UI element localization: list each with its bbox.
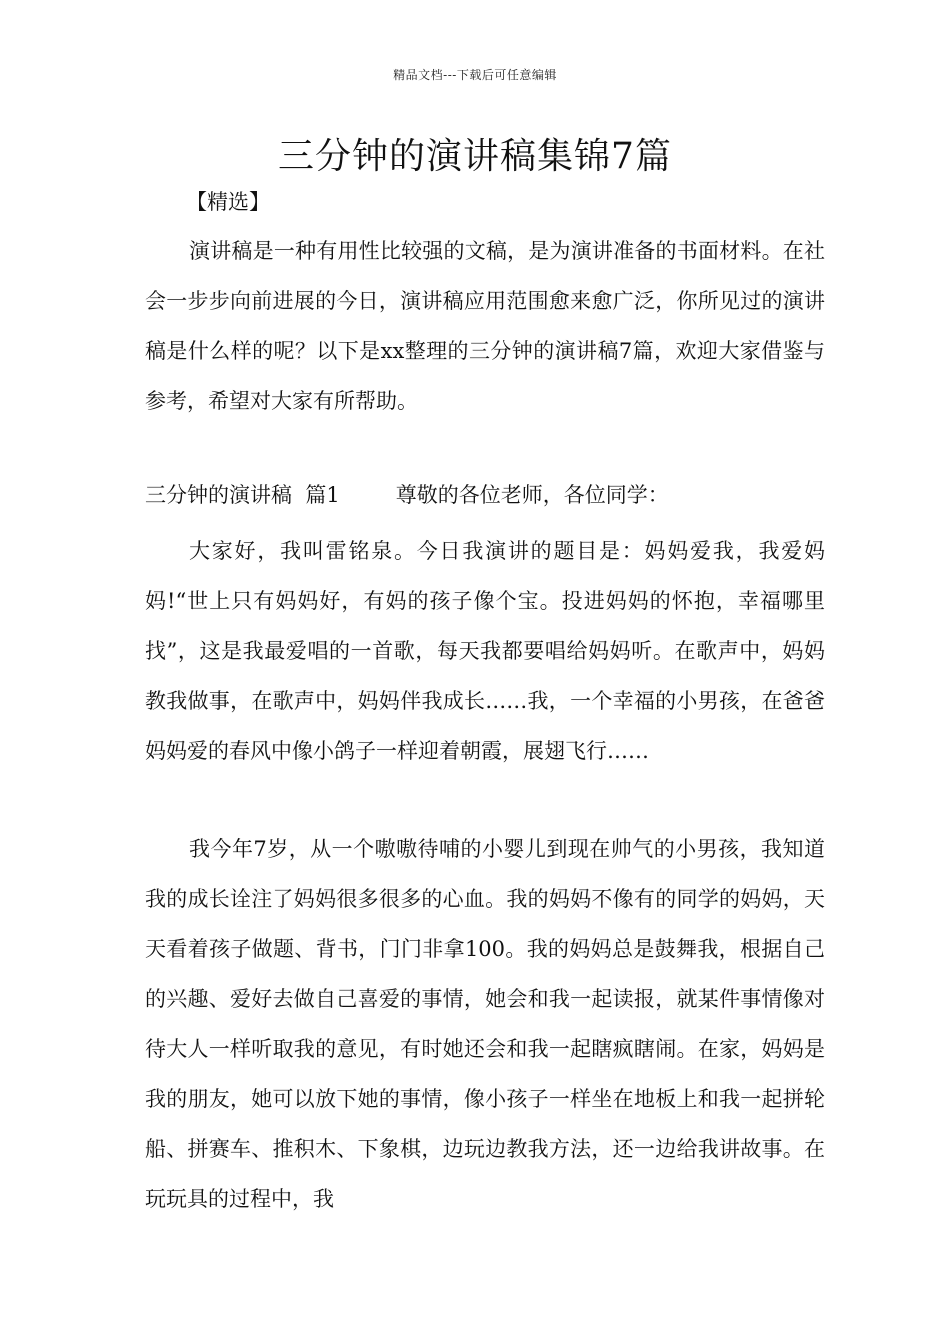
body-paragraph-2: 我今年7岁，从一个嗷嗷待哺的小婴儿到现在帅气的小男孩，我知道我的成长诠注了妈妈很多很多的心血。我的妈妈不像有的同学的妈妈，天天看着孩子做题、背书，门门非拿100。我的妈妈总是鼓舞我，根据自己的兴趣、爱好去做自己喜爱的事情，她会和我一起读报，就某件事情像对待大人一样听取我的意见，有时她还会和我一起瞎疯瞎闹。在家，妈妈是我的朋友，她可以放下她的事情，像小孩子一样坐在地板上和我一起拼轮船、拼赛车、推积木、下象棋，边玩边教我方法，还一边给我讲故事。在玩玩具的过程中，我 (145, 837, 825, 1211)
greeting: 尊敬的各位老师，各位同学： (395, 483, 669, 507)
selection-tag: 【精选】 (186, 190, 270, 214)
section-heading-line (145, 480, 825, 510)
body-paragraph-1: 大家好，我叫雷铭泉。今日我演讲的题目是：妈妈爱我，我爱妈妈!“世上只有妈妈好，有妈的孩子像个宝。投进妈妈的怀抱，幸福哪里找”，这是我最爱唱的一首歌，每天我都要唱给妈妈听。在歌声中，妈妈教我做事，在歌声中，妈妈伴我成长……我，一个幸福的小男孩，在爸爸妈妈爱的春风中像小鸽子一样迎着朝霞，展翅飞行…… (145, 539, 825, 763)
document-title: 三分钟的演讲稿集锦7篇 (278, 136, 672, 177)
section-heading: 三分钟的演讲稿 篇1 (145, 483, 340, 507)
header-note: 精品文档---下载后可任意编辑 (393, 68, 557, 82)
intro-paragraph: 演讲稿是一种有用性比较强的文稿，是为演讲准备的书面材料。在社会一步步向前进展的今日，演讲稿应用范围愈来愈广泛，你所见过的演讲稿是什么样的呢？以下是xx整理的三分钟的演讲稿7篇，欢迎大家借鉴与参考，希望对大家有所帮助。 (145, 239, 825, 413)
